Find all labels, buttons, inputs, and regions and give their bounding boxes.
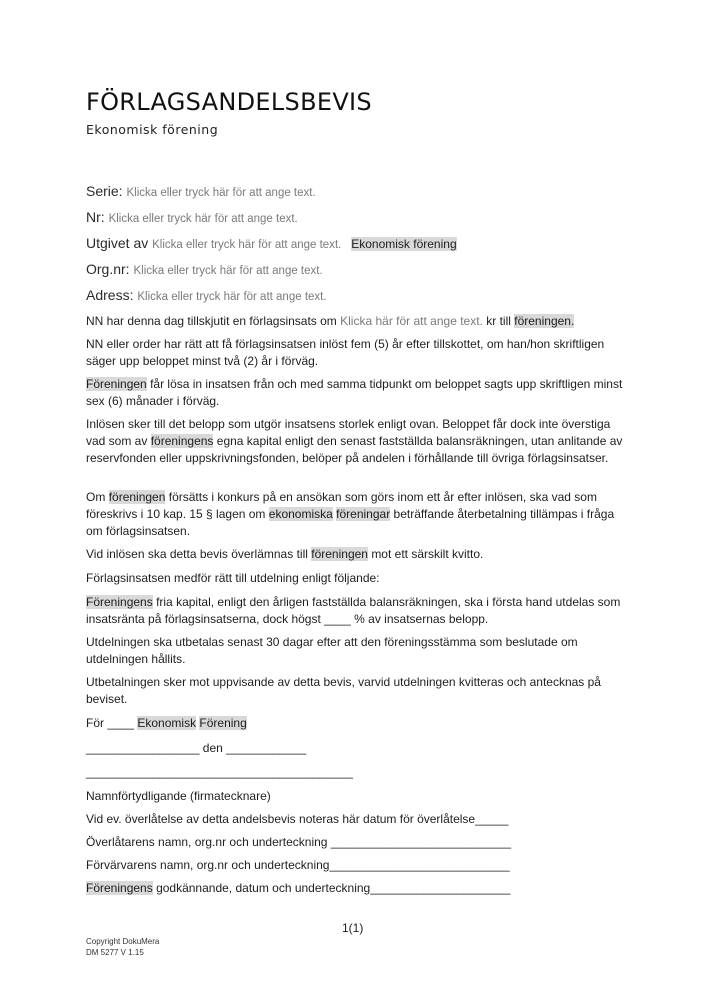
serie-input[interactable]: Klicka eller tryck här för att ange text.	[126, 187, 316, 199]
nr-field	[86, 209, 298, 225]
foreningen-field[interactable]: föreningen	[311, 547, 368, 561]
foreningen-field[interactable]: föreningen.	[514, 314, 575, 328]
transferor-line[interactable]: Överlåtarens namn, org.nr och underteckning ___________________________	[86, 835, 511, 849]
paragraph-utbetalas: Utdelningen ska utbetalas senast 30 dagar efter att den föreningsstämma som beslutade om utdelningen hållits.	[86, 635, 578, 666]
paragraph-inlosen-belopp: Inlösen sker till det belopp som utgör insatsens storlek enligt ovan. Beloppet får dock inte överstiga vad som av föreningens egna kapital enligt den senast fastställda balansräkningen, utan anlitande av reservfonden eller uppskrivningsfonden, belöper på andelen i förhållande till övriga förlagsinsatser.	[86, 417, 623, 465]
foreningar-field[interactable]: föreningar	[336, 507, 391, 521]
nr-input[interactable]: Klicka eller tryck här för att ange text.	[108, 213, 298, 225]
adress-input[interactable]: Klicka eller tryck här för att ange text.	[137, 291, 327, 303]
orgnr-field	[86, 261, 323, 277]
orgnr-label: Org.nr:	[86, 261, 130, 277]
foreningen-field[interactable]: föreningen	[108, 490, 166, 504]
approval-line: Föreningens godkännande, datum och underteckning_____________________	[86, 881, 511, 895]
serie-field	[86, 183, 316, 199]
utgivet-label: Utgivet av	[86, 235, 149, 251]
acquirer-line[interactable]: Förvärvarens namn, org.nr och underteckning___________________________	[86, 858, 510, 872]
signature-for-line: För ____ Ekonomisk Förening	[86, 716, 247, 730]
page-number: 1(1)	[342, 921, 364, 935]
version: DM 5277 V 1.15	[86, 948, 144, 957]
forening-field[interactable]: Förening	[199, 716, 247, 730]
copyright: Copyright DokuMera	[86, 937, 160, 946]
document-subtitle: Ekonomisk förening	[86, 122, 219, 137]
paragraph-utbetalningen: Utbetalningen sker mot uppvisande av detta bevis, varvid utdelningen kvitteras och antecknas på beviset.	[86, 675, 601, 706]
foreningens-field[interactable]: Föreningens	[86, 881, 153, 895]
paragraph-kvitto: Vid inlösen ska detta bevis överlämnas till föreningen mot ett särskilt kvitto.	[86, 547, 484, 561]
paragraph-konkurs: Om föreningen försätts i konkurs på en ansökan som görs inom ett år efter inlösen, ska vad som föreskrivs i 10 kap. 15 § lagen om ekonomiska föreningar beträffande återbetalning tillämpas i fråga om förlagsinsatsen.	[86, 490, 615, 538]
document-title: FÖRLAGSANDELSBEVIS	[86, 88, 372, 116]
adress-label: Adress:	[86, 287, 134, 303]
foreningen-field[interactable]: Föreningen	[86, 377, 147, 391]
nr-label: Nr:	[86, 209, 105, 225]
utgivet-value[interactable]: Ekonomisk förening	[351, 237, 457, 251]
adress-field	[86, 287, 327, 303]
amount-input[interactable]: Klicka här för att ange text.	[340, 314, 483, 328]
paragraph-fria-kapital: Föreningens fria kapital, enligt den årligen fastställda balansräkningen, ska i första hand utdelas som insatsränta på förlagsinsatserna, dock högst ____ % av insatsernas belopp.	[86, 595, 621, 626]
date-line[interactable]: _________________ den ____________	[86, 741, 307, 755]
utgivet-input[interactable]: Klicka eller tryck här för att ange text.	[152, 239, 342, 251]
paragraph-utdelning-ratt: Förlagsinsatsen medför rätt till utdelning enligt följande:	[86, 571, 380, 585]
signature-line[interactable]: ________________________________________	[86, 765, 353, 779]
paragraph-inlosen-ratt: NN eller order har rätt att få förlagsinsatsen inlöst fem (5) år efter tillskottet, om han/hon skriftligen säger upp beloppet minst två (2) år i förväg.	[86, 337, 605, 368]
transfer-date[interactable]: Vid ev. överlåtelse av detta andelsbevis noteras här datum för överlåtelse_____	[86, 812, 509, 826]
foreningens-field[interactable]: föreningens	[150, 434, 214, 448]
name-clarification: Namnförtydligande (firmatecknare)	[86, 789, 271, 803]
orgnr-input[interactable]: Klicka eller tryck här för att ange text.	[133, 265, 323, 277]
paragraph-forening-losa: Föreningen får lösa in insatsen från och med samma tidpunkt om beloppet sagts upp skriftligen minst sex (6) månader i förväg.	[86, 377, 623, 408]
serie-label: Serie:	[86, 183, 123, 199]
foreningens-field[interactable]: Föreningens	[86, 595, 153, 609]
paragraph-insats: NN har denna dag tillskjutit en förlagsinsats om Klicka här för att ange text. kr till föreningen.	[86, 314, 575, 328]
utgivet-field	[86, 235, 457, 251]
ekonomiska-field[interactable]: ekonomiska	[268, 507, 333, 521]
ekonomisk-field[interactable]: Ekonomisk	[137, 716, 197, 730]
